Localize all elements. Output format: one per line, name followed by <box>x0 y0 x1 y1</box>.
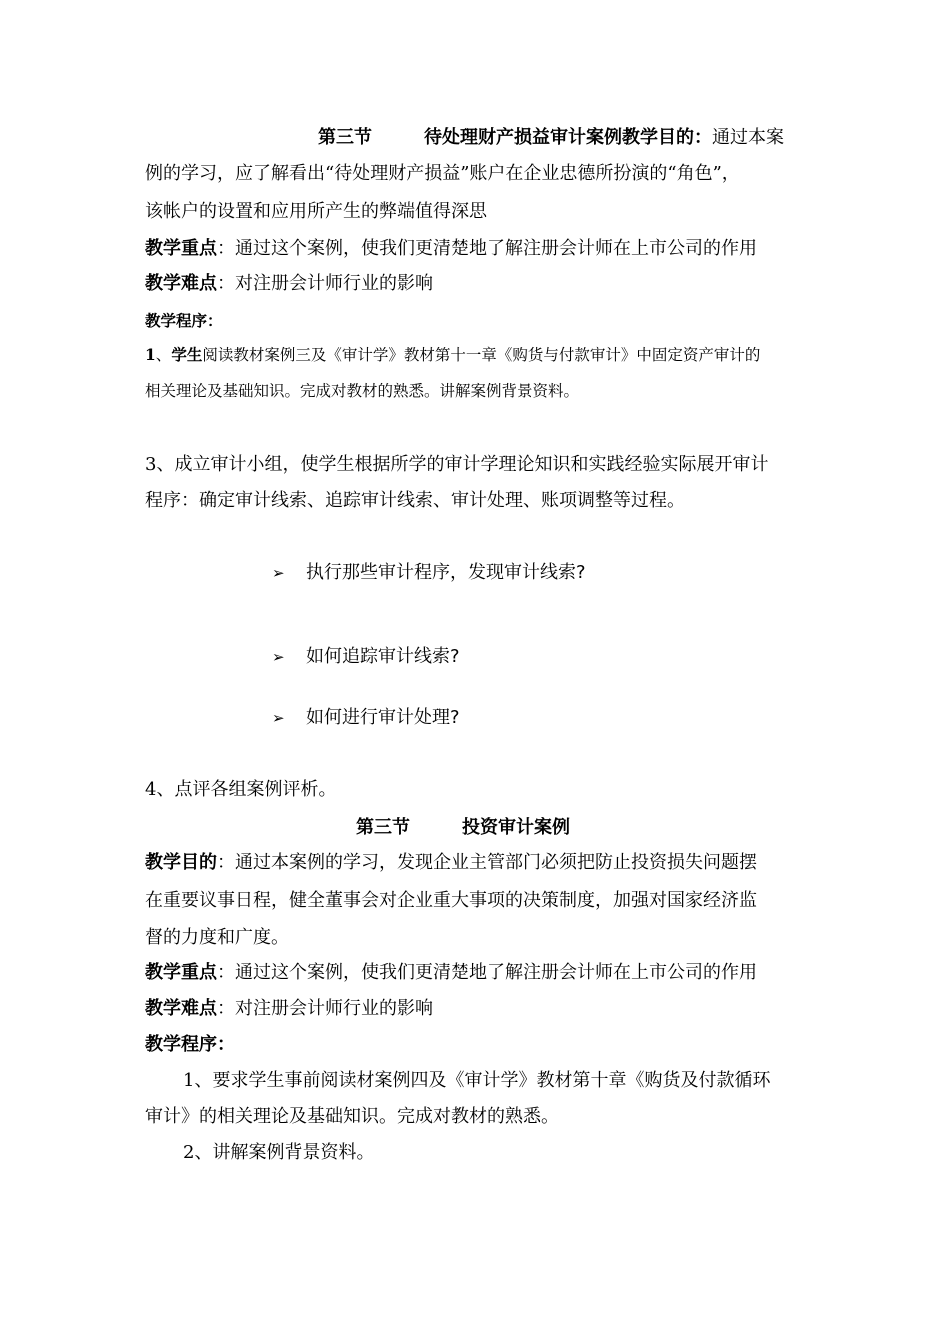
section1-objective-line1: 通过本案 <box>712 127 784 148</box>
section1-objective-label: 教学目的 <box>622 127 694 148</box>
bullet-text-1: 执行那些审计程序，发现审计线索? <box>306 562 586 583</box>
section1-step1-bold: 学生 <box>171 345 203 364</box>
section2-key-point <box>145 961 757 985</box>
section1-step3-line2: 程序：确定审计线索、追踪审计线索、审计处理、账项调整等过程。 <box>145 490 685 511</box>
section1-step1-sep: 、 <box>155 346 172 364</box>
bullet-item-3 <box>272 706 460 730</box>
section1-step3-line1: 3、成立审计小组，使学生根据所学的审计学理论知识和实践经验实际展开审计 <box>145 454 769 475</box>
section2-objective-label: 教学目的 <box>145 852 217 873</box>
bullet-item-2 <box>272 645 460 669</box>
section2-title: 投资审计案例 <box>462 817 570 838</box>
bullet-text-3: 如何进行审计处理? <box>306 707 460 728</box>
bullet-text-2: 如何追踪审计线索? <box>306 646 460 667</box>
section1-step4: 4、点评各组案例评析。 <box>145 779 337 800</box>
bullet-item-1 <box>272 561 586 585</box>
section2-difficulty <box>145 997 433 1021</box>
section1-step1-line2: 相关理论及基础知识。完成对教材的熟悉。讲解案例背景资料。 <box>145 382 580 400</box>
section2-step2: 2、讲解案例背景资料。 <box>183 1142 375 1163</box>
section2-objective-text: ：通过本案例的学习，发现企业主管部门必须把防止投资损失问题摆 <box>217 852 757 873</box>
section1-difficulty-label: 教学难点 <box>145 273 217 294</box>
section1-step1-text: 阅读教材案例三及《审计学》教材第十一章《购货与付款审计》中固定资产审计的 <box>202 346 761 364</box>
section1-key-point <box>145 237 757 261</box>
arrow-bullet-icon: ➢ <box>272 564 285 582</box>
section1-key-label: 教学重点 <box>145 238 217 259</box>
arrow-bullet-icon: ➢ <box>272 709 285 727</box>
section1-title: 待处理财产损益审计案例 <box>424 127 622 148</box>
section1-step1-line1 <box>145 343 760 367</box>
section2-step1-line1: 1、要求学生事前阅读材案例四及《审计学》教材第十章《购货及付款循环 <box>183 1070 771 1091</box>
section2-difficulty-label: 教学难点 <box>145 998 217 1019</box>
section2-chapter: 第三节 <box>356 817 410 838</box>
section2-heading <box>356 816 570 840</box>
section2-difficulty-text: ：对注册会计师行业的影响 <box>217 998 433 1019</box>
section1-key-text: ：通过这个案例，使我们更清楚地了解注册会计师在上市公司的作用 <box>217 238 757 259</box>
section1-difficulty <box>145 272 433 296</box>
section2-step1-line2: 审计》的相关理论及基础知识。完成对教材的熟悉。 <box>145 1106 559 1127</box>
section1-objective-colon: ： <box>694 127 712 148</box>
arrow-bullet-icon: ➢ <box>272 648 285 666</box>
section2-objective-line2: 在重要议事日程，健全董事会对企业重大事项的决策制度，加强对国家经济监 <box>145 890 757 911</box>
section1-procedure-label: 教学程序： <box>145 311 223 330</box>
section2-key-label: 教学重点 <box>145 962 217 983</box>
section1-chapter: 第三节 <box>318 127 372 148</box>
section1-heading-line <box>318 126 784 150</box>
section2-key-text: ：通过这个案例，使我们更清楚地了解注册会计师在上市公司的作用 <box>217 962 757 983</box>
section1-step1-num: 1 <box>145 345 156 364</box>
section2-objective-line1 <box>145 851 757 875</box>
section1-objective-line3: 该帐户的设置和应用所产生的弊端值得深思 <box>145 201 487 222</box>
section2-objective-line3: 督的力度和广度。 <box>145 927 289 948</box>
section1-objective-line2: 例的学习，应了解看出“待处理财产损益”账户在企业忠德所扮演的“角色”， <box>145 163 740 184</box>
section1-difficulty-text: ：对注册会计师行业的影响 <box>217 273 433 294</box>
section2-procedure-label: 教学程序： <box>145 1034 235 1055</box>
